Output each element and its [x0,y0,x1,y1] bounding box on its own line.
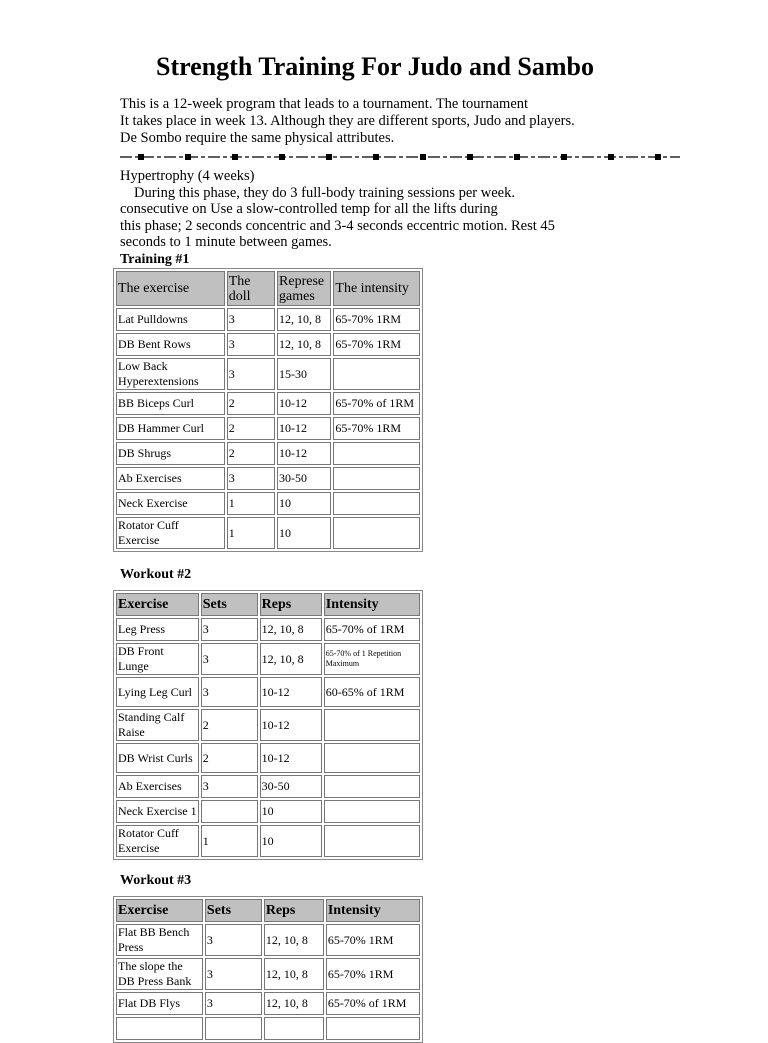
table-row [116,709,420,741]
cell-sets: 3 [201,677,258,707]
table-row [116,467,420,490]
cell-exercise: Ab Exercises [116,467,225,490]
cell-intensity [333,492,420,515]
cell-exercise: Standing Calf Raise [116,709,199,741]
table-row [116,442,420,465]
cell-intensity: 60-65% of 1RM [324,677,420,707]
intro-paragraph [120,96,720,147]
cell-intensity: 65-70% of 1RM [333,392,420,415]
cell-reps: 12, 10, 8 [264,992,324,1015]
cell-reps: 10 [277,492,331,515]
cell-sets: 1 [201,825,258,857]
header-exercise: Exercise [116,899,203,922]
table-row [116,992,420,1015]
table-row [116,618,420,641]
cell-reps: 10-12 [260,709,322,741]
table-row [116,643,420,675]
cell-sets: 2 [201,709,258,741]
cell-sets [205,1017,262,1040]
workout-1-title: Training #1 [120,252,190,267]
cell-reps: 12, 10, 8 [264,924,324,956]
header-intensity: Intensity [326,899,420,922]
header-exercise: The exercise [116,271,225,306]
cell-reps: 10 [260,800,322,823]
workout-2-table [113,590,423,860]
cell-sets: 3 [205,992,262,1015]
table-header-row [116,899,420,922]
intro-line: This is a 12-week program that leads to a tournament. The tournament [120,96,529,112]
cell-exercise: DB Bent Rows [116,333,225,356]
cell-reps: 30-50 [277,467,331,490]
cell-reps: 12, 10, 8 [260,643,322,675]
cell-exercise: Lying Leg Curl [116,677,199,707]
cell-reps: 12, 10, 8 [260,618,322,641]
cell-intensity: 65-70% 1RM [326,924,420,956]
intro-line: De Sombo require the same physical attributes. [120,130,395,146]
cell-exercise: DB Wrist Curls [116,743,199,773]
cell-reps: 30-50 [260,775,322,798]
table-row [116,800,420,823]
workout-3-title: Workout #3 [120,873,192,888]
cell-intensity [324,775,420,798]
cell-reps: 10 [277,517,331,549]
cell-exercise: Lat Pulldowns [116,308,225,331]
cell-exercise: BB Biceps Curl [116,392,225,415]
cell-exercise: Flat BB Bench Press [116,924,203,956]
table-row [116,417,420,440]
cell-reps: 12, 10, 8 [277,308,331,331]
phase-heading: Hypertrophy (4 weeks) [120,168,255,184]
cell-reps [264,1017,324,1040]
cell-intensity [324,800,420,823]
cell-sets: 3 [227,358,275,390]
dashed-divider [120,150,680,164]
cell-sets: 3 [201,775,258,798]
cell-reps: 12, 10, 8 [277,333,331,356]
cell-intensity: 65-70% 1RM [333,308,420,331]
cell-sets: 2 [227,417,275,440]
table-row [116,677,420,707]
header-sets: Sets [205,899,262,922]
cell-intensity: 65-70% 1RM [326,958,420,990]
cell-intensity [324,825,420,857]
cell-sets: 3 [205,958,262,990]
phase-line: During this phase, they do 3 full-body training sessions per week. [134,184,515,201]
cell-sets: 3 [201,618,258,641]
table-row [116,743,420,773]
cell-intensity [333,467,420,490]
table-row [116,924,420,956]
cell-reps: 15-30 [277,358,331,390]
table-row [116,517,420,549]
cell-exercise [116,1017,203,1040]
cell-reps: 10-12 [277,442,331,465]
cell-sets: 2 [201,743,258,773]
cell-sets: 2 [227,392,275,415]
cell-intensity: 65-70% of 1RM [324,618,420,641]
table-row [116,825,420,857]
phase-line: consecutive on Use a slow-controlled temp for all the lifts during [120,201,498,218]
cell-exercise: Leg Press [116,618,199,641]
header-reps: Reps [260,593,322,616]
cell-sets: 1 [227,492,275,515]
table-row [116,308,420,331]
header-reps: Represe games [277,271,331,306]
workout-1-table [113,268,423,552]
cell-intensity [326,1017,420,1040]
cell-intensity: 65-70% of 1 Repetition Maximum [324,643,420,675]
table-row [116,392,420,415]
header-intensity: Intensity [324,593,420,616]
table-header-row [116,593,420,616]
cell-reps: 10-12 [260,677,322,707]
cell-exercise: Ab Exercises [116,775,199,798]
header-sets: Sets [201,593,258,616]
cell-sets: 3 [227,308,275,331]
cell-exercise: Neck Exercise 1 [116,800,199,823]
cell-exercise: Low Back Hyperextensions [116,358,225,390]
cell-sets: 3 [227,333,275,356]
table-header-row [116,271,420,306]
page-title: Strength Training For Judo and Sambo [155,52,595,81]
cell-exercise: The slope the DB Press Bank [116,958,203,990]
phase-line: this phase; 2 seconds concentric and 3-4 seconds eccentric motion. Rest 45 [120,217,555,234]
cell-sets: 3 [205,924,262,956]
header-reps: Reps [264,899,324,922]
cell-sets: 1 [227,517,275,549]
cell-sets: 3 [227,467,275,490]
table-row [116,1017,420,1040]
cell-intensity: 65-70% 1RM [333,417,420,440]
cell-reps: 10-12 [260,743,322,773]
cell-intensity: 65-70% of 1RM [326,992,420,1015]
cell-exercise: DB Hammer Curl [116,417,225,440]
cell-exercise: Rotator Cuff Exercise [116,825,199,857]
workout-3-table [113,896,423,1043]
hypertrophy-section [120,168,720,251]
cell-intensity [324,743,420,773]
table-row [116,775,420,798]
cell-reps: 12, 10, 8 [264,958,324,990]
cell-intensity [333,442,420,465]
cell-exercise: DB Shrugs [116,442,225,465]
cell-exercise: DB Front Lunge [116,643,199,675]
table-row [116,958,420,990]
cell-exercise: Flat DB Flys [116,992,203,1015]
cell-reps: 10-12 [277,417,331,440]
cell-intensity [333,517,420,549]
workout-2-title: Workout #2 [120,567,192,582]
table-row [116,333,420,356]
cell-sets [201,800,258,823]
cell-intensity [324,709,420,741]
table-row [116,492,420,515]
cell-reps: 10 [260,825,322,857]
cell-sets: 3 [201,643,258,675]
table-row [116,358,420,390]
header-exercise: Exercise [116,593,199,616]
phase-line: seconds to 1 minute between games. [120,234,332,251]
cell-exercise: Rotator Cuff Exercise [116,517,225,549]
cell-sets: 2 [227,442,275,465]
header-intensity: The intensity [333,271,420,306]
cell-reps: 10-12 [277,392,331,415]
cell-intensity: 65-70% 1RM [333,333,420,356]
cell-intensity [333,358,420,390]
header-sets: The doll [227,271,275,306]
cell-exercise: Neck Exercise [116,492,225,515]
intro-line: It takes place in week 13. Although they are different sports, Judo and players. [120,113,575,129]
